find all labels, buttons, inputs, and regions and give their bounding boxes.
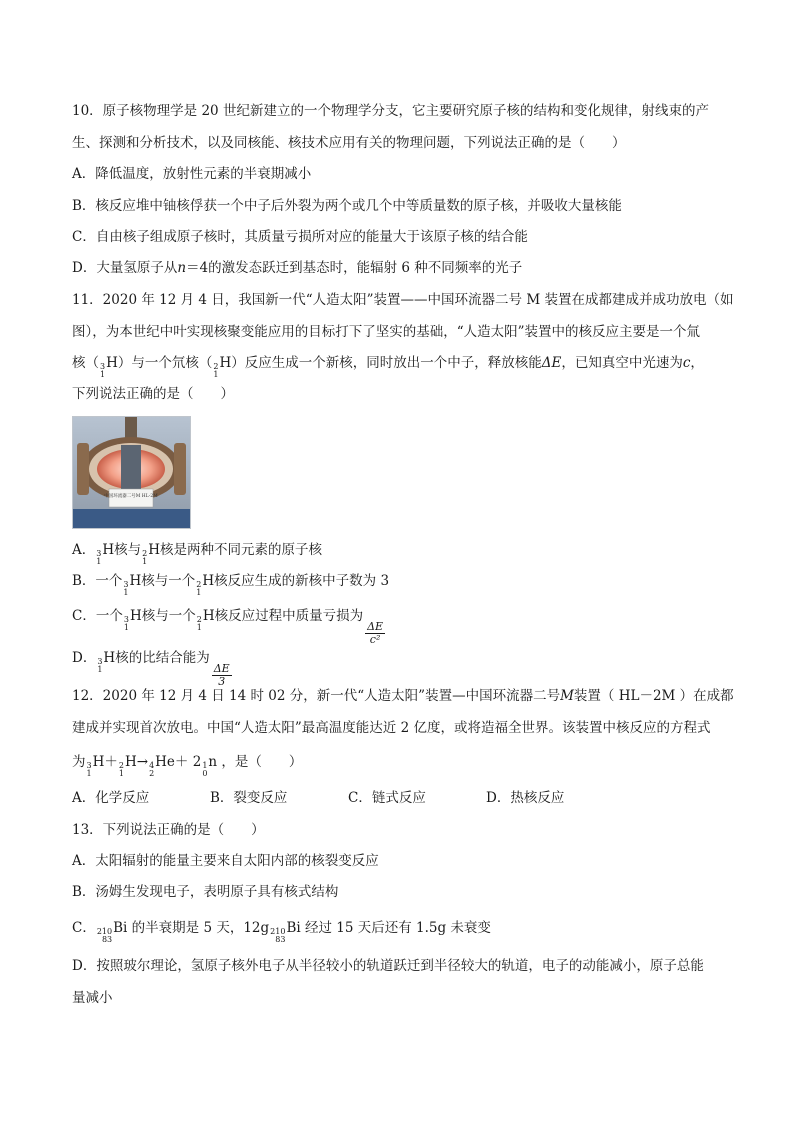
q12-option-a: A．化学反应 <box>72 790 150 806</box>
q13-option-a: A．太阳辐射的能量主要来自太阳内部的核裂变反应 <box>72 853 379 869</box>
q13-option-d-line2: 量减小 <box>72 990 113 1006</box>
q12-option-b: B．裂变反应 <box>210 790 288 806</box>
q12-equation-line: 为 3 1 H＋ 2 1 H→ 4 2 He＋ 2 1 0 n ，是（ ） <box>72 754 303 778</box>
q13-option-b: B．汤姆生发现电子，表明原子具有核式结构 <box>72 884 339 900</box>
deuterium-nuclide-scripts: 2 1 <box>213 362 219 379</box>
q12-option-c: C．链式反应 <box>348 790 426 806</box>
photo-plaque-text: 中国环流器二号M HL-2M <box>104 494 158 499</box>
q12-option-d: D．热核反应 <box>486 790 565 806</box>
q10-option-b: B．核反应堆中铀核俘获一个中子后外裂为两个或几个中等质量数的原子核，并吸收大量核能 <box>72 198 622 214</box>
q12-stem-line2: 建成并实现首次放电。中国“人造太阳”最高温度能达近 2 亿度，或将造福全世界。该装置中核反应的方程式 <box>72 720 711 736</box>
q10-option-c: C．自由核子组成原子核时，其质量亏损所对应的能量大于该原子核的结合能 <box>72 229 528 245</box>
q13-stem: 13．下列说法正确的是（ ） <box>72 822 265 838</box>
q11-stem-line4: 下列说法正确的是（ ） <box>72 386 234 402</box>
q10-stem-line1: 10．原子核物理学是 20 世纪新建立的一个物理学分支，它主要研究原子核的结构和变化规律，射线束的产 <box>72 103 709 119</box>
mass-defect-fraction: $\frac{\Delta E}{\text{c²}}$ <box>367 620 384 646</box>
q11-stem-line3: 核（ 3 1 H）与一个氘核（ 2 1 H）反应生成一个新核，同时放出一个中子，释放核能ΔE，已知真空中光速为c， <box>72 355 704 379</box>
binding-energy-fraction: $\frac{\Delta E}{3}$ <box>213 662 230 688</box>
tokamak-illustration <box>73 417 190 528</box>
q10-option-a: A．降低温度，放射性元素的半衰期减小 <box>72 166 312 182</box>
q10-option-d: D．大量氢原子从n＝4的激发态跃迁到基态时，能辐射 6 种不同频率的光子 <box>72 260 523 276</box>
q11-stem-line2: 图），为本世纪中叶实现核聚变能应用的目标打下了坚实的基础，“人造太阳”装置中的核反应主要是一个氚 <box>72 324 701 340</box>
tokamak-photo <box>72 416 191 529</box>
q10-stem-line2: 生、探测和分析技术，以及同核能、核技术应用有关的物理问题，下列说法正确的是（ ） <box>72 135 626 151</box>
q12-stem-line1: 12．2020 年 12 月 4 日 14 时 02 分，新一代“人造太阳”装置—中国环流器二号M装置（ HL－2M ）在成都 <box>72 688 734 704</box>
q11-option-c: C．一个 3 1 H核与一个 2 1 H核反应过程中质量亏损为 $\frac{\Delta E}{\text{c²}}$ <box>72 608 384 646</box>
q11-option-d: D． 3 1 H核的比结合能为 $\frac{\Delta E}{3}$ <box>72 650 230 688</box>
q13-option-c: C． 210 83 Bi 的半衰期是 5 天，12g 210 83 Bi 经过 15 天后还有 1.5g 未衰变 <box>72 920 491 944</box>
q13-option-d-line1: D．按照玻尔理论，氢原子核外电子从半径较小的轨道跃迁到半径较大的轨道，电子的动能减小，原子总能 <box>72 958 704 974</box>
q11-stem-line1: 11．2020 年 12 月 4 日，我国新一代“人造太阳”装置——中国环流器二号 M 装置在成都建成并成功放电（如 <box>72 292 734 308</box>
tritium-nuclide-scripts: 3 1 <box>100 362 106 379</box>
q12-options-row <box>72 788 564 808</box>
q11-option-b: B．一个 3 1 H核与一个 2 1 H核反应生成的新核中子数为 3 <box>72 573 390 597</box>
q11-option-a: A． 3 1 H核与 2 1 H核是两种不同元素的原子核 <box>72 542 322 566</box>
